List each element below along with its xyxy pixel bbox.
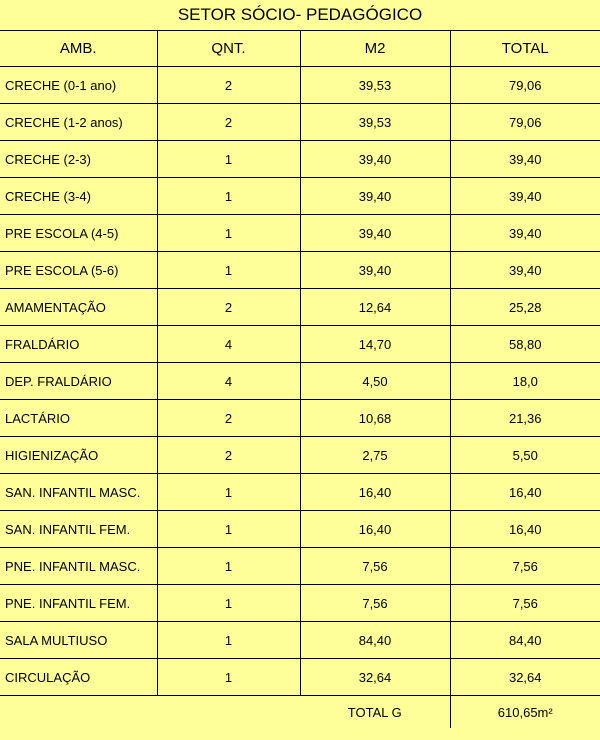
table-row: [0, 326, 600, 363]
cell-qnt: 2: [157, 104, 300, 141]
table-row: [0, 659, 600, 696]
cell-qnt: 1: [157, 622, 300, 659]
table-row: [0, 474, 600, 511]
cell-qnt: 1: [157, 659, 300, 696]
cell-amb: FRALDÁRIO: [0, 326, 157, 363]
cell-total: 39,40: [450, 141, 600, 178]
cell-total: 32,64: [450, 659, 600, 696]
cell-qnt: 1: [157, 548, 300, 585]
total-label: TOTAL G: [300, 696, 450, 729]
cell-total: 79,06: [450, 67, 600, 104]
cell-qnt: 2: [157, 437, 300, 474]
table-row: [0, 252, 600, 289]
cell-qnt: 2: [157, 67, 300, 104]
cell-m2: 39,40: [300, 141, 450, 178]
table-row: [0, 141, 600, 178]
cell-amb: CRECHE (0-1 ano): [0, 67, 157, 104]
cell-qnt: 1: [157, 178, 300, 215]
cell-total: 39,40: [450, 215, 600, 252]
cell-qnt: 1: [157, 141, 300, 178]
cell-amb: DEP. FRALDÁRIO: [0, 363, 157, 400]
cell-m2: 39,53: [300, 104, 450, 141]
header-row: [0, 31, 600, 67]
cell-m2: 39,40: [300, 215, 450, 252]
cell-m2: 14,70: [300, 326, 450, 363]
table-title: SETOR SÓCIO- PEDAGÓGICO: [177, 5, 423, 24]
cell-qnt: 2: [157, 289, 300, 326]
table-row: [0, 400, 600, 437]
cell-qnt: 2: [157, 400, 300, 437]
cell-m2: 32,64: [300, 659, 450, 696]
header-total: TOTAL: [450, 31, 600, 67]
cell-m2: 39,40: [300, 252, 450, 289]
cell-m2: 10,68: [300, 400, 450, 437]
cell-qnt: 1: [157, 585, 300, 622]
cell-amb: CRECHE (2-3): [0, 141, 157, 178]
total-blank-cell: [0, 696, 157, 729]
cell-m2: 84,40: [300, 622, 450, 659]
cell-m2: 39,53: [300, 67, 450, 104]
cell-amb: LACTÁRIO: [0, 400, 157, 437]
cell-amb: PRE ESCOLA (4-5): [0, 215, 157, 252]
cell-m2: 39,40: [300, 178, 450, 215]
cell-total: 79,06: [450, 104, 600, 141]
cell-total: 39,40: [450, 252, 600, 289]
cell-total: 5,50: [450, 437, 600, 474]
cell-qnt: 4: [157, 363, 300, 400]
table-row: [0, 104, 600, 141]
cell-amb: AMAMENTAÇÃO: [0, 289, 157, 326]
header-qnt: QNT.: [157, 31, 300, 67]
cell-total: 18,0: [450, 363, 600, 400]
cell-qnt: 1: [157, 474, 300, 511]
cell-m2: 12,64: [300, 289, 450, 326]
total-value: 610,65m²: [497, 704, 553, 720]
cell-qnt: 1: [157, 511, 300, 548]
header-amb: AMB.: [0, 31, 157, 67]
cell-qnt: 4: [157, 326, 300, 363]
table-row: [0, 178, 600, 215]
cell-total: 7,56: [450, 585, 600, 622]
table-row: [0, 511, 600, 548]
cell-amb: CRECHE (3-4): [0, 178, 157, 215]
table-row: [0, 363, 600, 400]
table-row: [0, 289, 600, 326]
cell-m2: 7,56: [300, 585, 450, 622]
table-row: [0, 548, 600, 585]
cell-total: 16,40: [450, 474, 600, 511]
cell-qnt: 1: [157, 252, 300, 289]
cell-total: 7,56: [450, 548, 600, 585]
table-row: [0, 622, 600, 659]
cell-amb: PNE. INFANTIL MASC.: [0, 548, 157, 585]
cell-amb: SALA MULTIUSO: [0, 622, 157, 659]
table-row: [0, 67, 600, 104]
table-row: [0, 215, 600, 252]
cell-total: 58,80: [450, 326, 600, 363]
cell-amb: CIRCULAÇÃO: [0, 659, 157, 696]
cell-total: 16,40: [450, 511, 600, 548]
table-row: [0, 437, 600, 474]
total-row: [0, 696, 600, 729]
cell-m2: 4,50: [300, 363, 450, 400]
cell-total: 84,40: [450, 622, 600, 659]
cell-total: 39,40: [450, 178, 600, 215]
cell-amb: PRE ESCOLA (5-6): [0, 252, 157, 289]
total-blank-cell: [157, 696, 300, 729]
header-m2: M2: [300, 31, 450, 67]
table-row: [0, 585, 600, 622]
cell-m2: 16,40: [300, 511, 450, 548]
cell-amb: SAN. INFANTIL MASC.: [0, 474, 157, 511]
cell-amb: CRECHE (1-2 anos): [0, 104, 157, 141]
area-table: [0, 30, 600, 728]
cell-total: 21,36: [450, 400, 600, 437]
cell-amb: HIGIENIZAÇÃO: [0, 437, 157, 474]
cell-total: 25,28: [450, 289, 600, 326]
cell-m2: 7,56: [300, 548, 450, 585]
cell-m2: 16,40: [300, 474, 450, 511]
cell-qnt: 1: [157, 215, 300, 252]
cell-amb: SAN. INFANTIL FEM.: [0, 511, 157, 548]
cell-m2: 2,75: [300, 437, 450, 474]
cell-amb: PNE. INFANTIL FEM.: [0, 585, 157, 622]
table-body: [0, 67, 600, 696]
